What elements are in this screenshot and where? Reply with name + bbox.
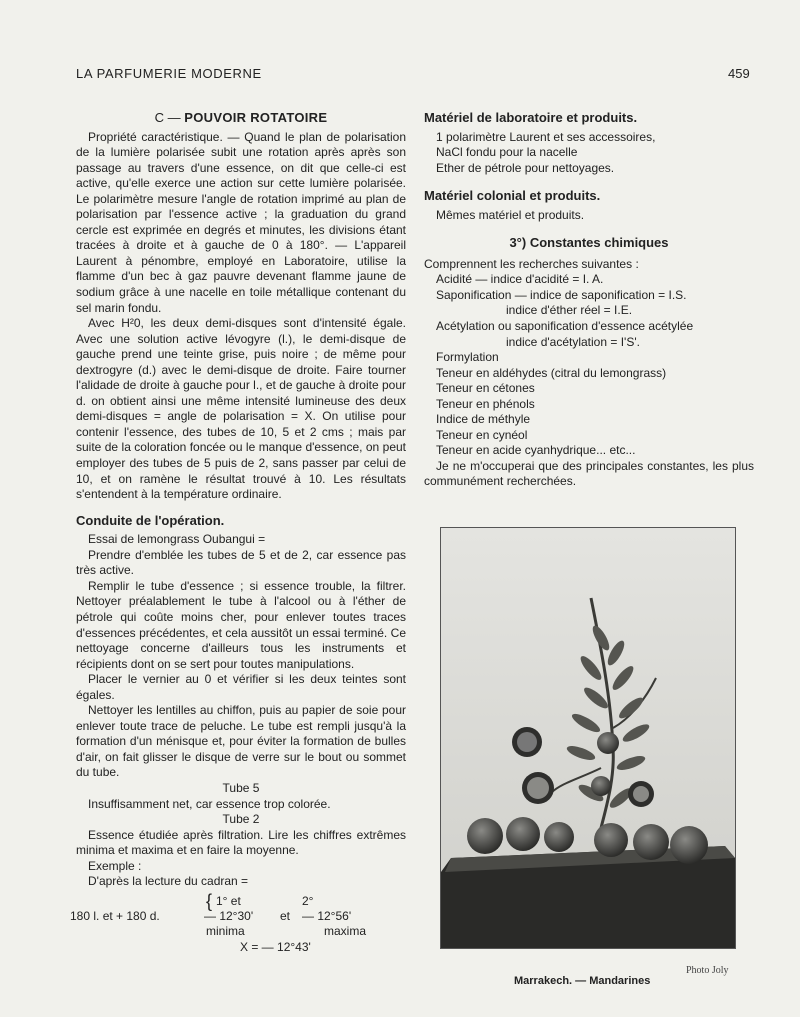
list-item: Ether de pétrole pour nettoyages. — [436, 160, 615, 175]
materiel-colonial-heading: Matériel colonial et produits. — [424, 188, 601, 204]
constantes-item: Saponification — indice de saponification = I.S. — [436, 287, 687, 302]
right-column — [424, 110, 754, 490]
constantes-item: Teneur en cétones — [436, 381, 535, 396]
constantes-item: Teneur en cynéol — [436, 427, 528, 442]
running-header: LA PARFUMERIE MODERNE — [76, 66, 262, 81]
left-column — [70, 110, 406, 956]
section-c-title: POUVOIR ROTATOIRE — [184, 110, 328, 125]
materiel-labo-heading: Matériel de laboratoire et produits. — [424, 110, 638, 125]
constantes-closing: Je ne m'occuperai que des principales constantes, les plus communément recherchées. — [424, 458, 754, 489]
formula-maxima-value: — 12°56' — [302, 908, 352, 923]
page-number: 459 — [728, 66, 750, 81]
paragraph: Placer le vernier au 0 et vérifier si les deux teintes sont égales. — [76, 672, 406, 702]
constantes-item: indice d'éther réel = I.E. — [506, 303, 633, 318]
conduite-heading: Conduite de l'opération. — [76, 512, 225, 528]
figure-caption: Marrakech. — Mandarines — [514, 975, 651, 987]
reading-formula — [70, 890, 406, 956]
formula-result: X = — 12°43' — [240, 939, 311, 954]
paragraph: Prendre d'emblée les tubes de 5 et de 2, car essence pas très active. — [76, 547, 406, 578]
constantes-item: Teneur en phénols — [436, 396, 535, 411]
constantes-intro: Comprennent les recherches suivantes : — [424, 256, 639, 271]
paragraph: Essai de lemongrass Oubangui = — [88, 532, 266, 547]
constantes-item: Teneur en acide cyanhydrique... etc... — [436, 443, 636, 458]
list-item: NaCl fondu pour la nacelle — [436, 145, 578, 160]
constantes-item: Indice de méthyle — [436, 412, 531, 427]
paragraph: Insuffisamment net, car essence trop colorée. — [88, 796, 331, 811]
tube2-label: Tube 2 — [222, 812, 260, 827]
constantes-heading: 3°) Constantes chimiques — [509, 235, 669, 251]
photo-illustration — [441, 528, 735, 948]
formula-et: et — [280, 908, 291, 923]
photo-credit: Photo Joly — [686, 965, 729, 976]
formula-col2-head: 2° — [302, 893, 314, 908]
mandarins-photo — [440, 527, 736, 949]
paragraph: Remplir le tube d'essence ; si essence trouble, la filtrer. Nettoyer préalablement le tube à l'alcool ou à l'éther de pétrole qui coûte moins cher, pour enlever toutes traces d'essences précédentes, et cela aussitôt un essai terminé. Ce nettoyage concerne d'ailleurs tous les instruments et récipients dont on se sert pour toutes manipulations. — [76, 578, 406, 671]
formula-minima-label: minima — [206, 923, 245, 938]
constantes-item: Acétylation ou saponification d'essence acétylée — [436, 319, 694, 334]
formula-minima-value: — 12°30' — [204, 908, 254, 923]
paragraph: Exemple : — [88, 858, 142, 873]
constantes-item: indice d'acétylation = I'S'. — [506, 334, 640, 349]
paragraph: Avec H²0, les deux demi-disques sont d'intensité égale. Avec une solution active lévogyre (l.), le demi-disque de gauche prend une teinte grise, puis noire ; de même pour dextrogyre (d.) avec le demi-disque de droite. Faire tourner l'alidade de droite à gauche pour l., et de gauche à droite pour d. on obtient ainsi une même intensité lumineuse des deux demi-disques = angle de polarisation = X. On utilise pour contenir l'essence, des tubes de 10, 5 et 2 cms ; mais par suite de la coloration foncée ou le manque d'essence, on peut employer des tubes de 5 puis de 2, sans passer par celui de 10, et on ramène le résultat trouvé à 10. Les résultats s'entendent à la température ordinaire. — [76, 316, 406, 502]
paragraph: D'après la lecture du cadran = — [88, 874, 249, 889]
formula-maxima-label: maxima — [324, 923, 367, 938]
section-c-prefix: C — — [154, 110, 185, 125]
list-item: 1 polarimètre Laurent et ses accessoires, — [436, 129, 656, 144]
constantes-item: Formylation — [436, 350, 499, 365]
paragraph: Propriété caractéristique. — Quand le plan de polarisation de la lumière polarisée subit une rotation après après son passage au travers d'une essence, on dit que celle-ci est active, qu'elle exerce une action sur cette lumière polarisée. Le polarimètre mesure l'angle de rotation imprimé au plan de polarisation par l'essence active ; la graduation du grand cercle est exprimée en degrés et minutes, les divisions étant tracées à droite et à gauche de 0 à 180°. — L'appareil Laurent à pénombre, employé en Laboratoire, utilise la flamme d'un bec à gaz pauvre devenant flamme jaune de sodium grâce à une nacelle en toile métallique contenant du sel marin fondu. — [76, 129, 406, 315]
constantes-item: Acidité — indice d'acidité = I. A. — [436, 272, 604, 287]
section-c-heading — [76, 110, 406, 126]
constantes-item: Teneur en aldéhydes (citral du lemongrass) — [436, 365, 667, 380]
brace: { — [206, 890, 213, 911]
tube5-label: Tube 5 — [222, 780, 260, 795]
list-item: Mêmes matériel et produits. — [436, 207, 585, 222]
paragraph: Nettoyer les lentilles au chiffon, puis au papier de soie pour enlever toute trace de peluche. Le tube est rempli jusqu'à la formation d'un ménisque et, pour éviter la formation de bulles d'air, on fait glisser le disque de verre sur le bout ou sommet du tube. — [76, 703, 406, 780]
formula-left: 180 l. et + 180 d. — [70, 908, 160, 923]
formula-col1-head: 1° et — [216, 893, 241, 908]
paragraph: Essence étudiée après filtration. Lire les chiffres extrêmes minima et maxima et en faire la moyenne. — [76, 827, 406, 858]
constantes-list — [424, 272, 754, 459]
